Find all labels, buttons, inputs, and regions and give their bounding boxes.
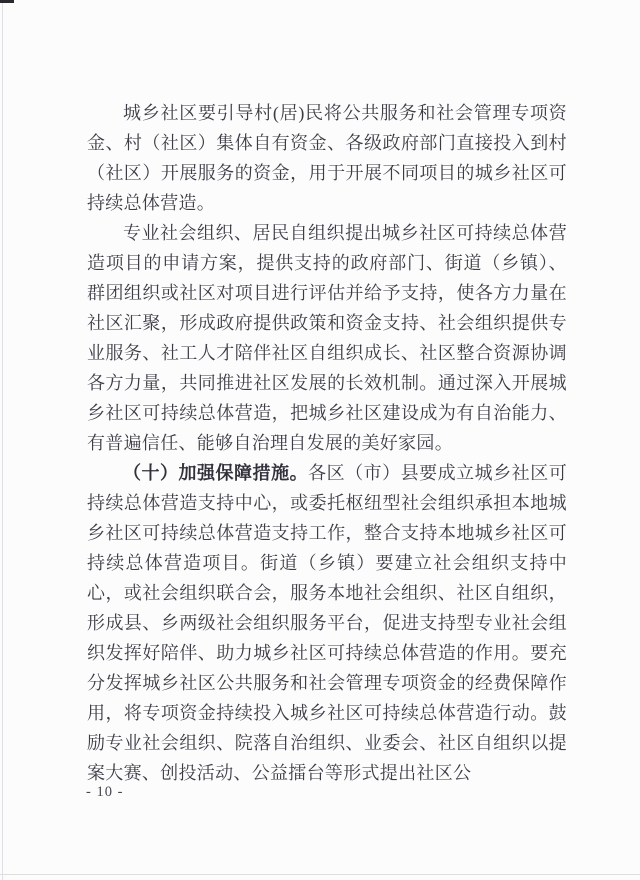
scan-corner-mark	[0, 0, 14, 3]
paragraph-text: 城乡社区要引导村(居)民将公共服务和社会管理专项资金、村（社区）集体自有资金、各级政府部门直接投入到村（社区）开展服务的资金，用于开展不同项目的城乡社区可持续总体营造。	[87, 103, 567, 213]
paragraph-funding-guidance	[87, 98, 567, 218]
paragraph-text: 专业社会组织、居民自组织提出城乡社区可持续总体营造项目的申请方案，提供支持的政府部门、街道（乡镇）、群团组织或社区对项目进行评估并给予支持，使各方力量在社区汇聚，形成政府提供政策和资金支持、社会组织提供专业服务、社工人才陪伴社区自组织成长、社区整合资源协调各方力量，共同推进社区发展的长效机制。通过深入开展城乡社区可持续总体营造，把城乡社区建设成为有自治能力、有普遍信任、能够自治理自发展的美好家园。	[87, 223, 567, 453]
paragraph-lead-heading: （十）加强保障措施。	[123, 463, 309, 483]
scan-bottom-edge-line	[0, 874, 640, 875]
paragraph-text: 各区（市）县要成立城乡社区可持续总体营造支持中心，或委托枢纽型社会组织承担本地城乡社区可持续总体营造支持工作，整合支持本地城乡社区可持续总体营造项目。街道（乡镇）要建立社会组织支持中心，或社会组织联合会，服务本地社会组织、社区自组织，形成县、乡两级社会组织服务平台，促进支持型专业社会组织发挥好陪伴、助力城乡社区可持续总体营造的作用。要充分发挥城乡社区公共服务和社会管理专项资金的经费保障作用，将专项资金持续投入城乡社区可持续总体营造行动。鼓励专业社会组织、院落自治组织、业委会、社区自组织以提案大赛、创投活动、公益擂台等形式提出社区公	[87, 463, 568, 783]
paragraph-safeguard-measures	[87, 458, 567, 788]
paragraph-project-application	[87, 218, 567, 458]
document-body	[87, 98, 567, 788]
page-number: - 10 -	[86, 784, 124, 800]
scan-left-edge-line	[2, 0, 3, 880]
